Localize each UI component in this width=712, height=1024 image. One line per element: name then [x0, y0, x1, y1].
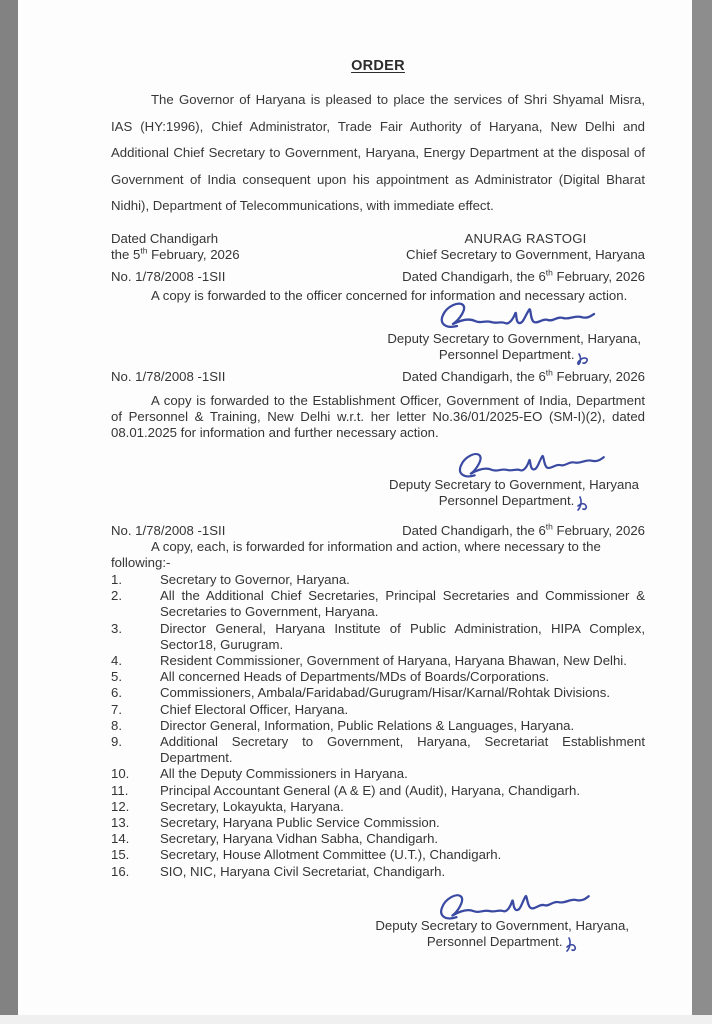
distribution-list — [111, 572, 645, 880]
signing-officer-block — [406, 231, 645, 264]
dateline-place: Dated Chandigarh — [111, 230, 219, 246]
list-item — [111, 766, 645, 782]
list-item-text: Principal Accountant General (A & E) and (Audit), Haryana, Chandigarh. — [160, 782, 581, 798]
order-title — [111, 58, 645, 74]
signature-block-3 — [375, 884, 629, 954]
endorsement3-ref-no: No. 1/78/2008 -1SII — [111, 522, 226, 538]
list-item-text: Secretary, House Allotment Committee (U.T.), Chandigarh. — [160, 847, 502, 863]
ink-initial-icon — [576, 351, 590, 367]
list-item — [111, 783, 645, 799]
handwritten-signature-icon — [435, 296, 597, 334]
ink-initial-icon — [575, 495, 589, 513]
list-item-text: Director General, Haryana Institute of Public Administration, HIPA Complex, Sector18, Gurugram. — [160, 620, 645, 652]
signatory-designation: Deputy Secretary to Government, Haryana, — [375, 917, 629, 933]
signatory-designation: Deputy Secretary to Government, Haryana — [389, 476, 639, 492]
endorsement2-ref-no: No. 1/78/2008 -1SII — [111, 368, 226, 384]
list-item-text: All the Additional Chief Secretaries, Principal Secretaries and Commissioner & Secretaries to Government, Haryana. — [160, 588, 645, 620]
officer-name: ANURAG RASTOGI — [464, 230, 587, 246]
list-item-number: 4. — [111, 653, 122, 668]
list-item-text: Chief Electoral Officer, Haryana. — [160, 701, 349, 717]
opening-paragraph: The Governor of Haryana is pleased to place the services of Shri Shyamal Misra, IAS (HY:1996), Chief Administrator, Trade Fair Authority of Haryana, New Delhi and Additional Chief Secretary to Government, Haryana, Energy Department at the disposal of Government of India consequent upon his appointment as Administrator (Digital Bharat Nidhi), Department of Telecommunications, with immediate effect. — [111, 92, 645, 213]
photo-border-right — [692, 0, 712, 1015]
list-item-text: Secretary, Haryana Vidhan Sabha, Chandigarh. — [160, 831, 439, 847]
list-item-text: Secretary to Governor, Haryana. — [160, 571, 350, 587]
list-item-text: Secretary, Haryana Public Service Commission. — [160, 815, 440, 831]
endorsement1-body: A copy is forwarded to the officer concerned for information and necessary action. — [151, 287, 628, 303]
list-item-number: 3. — [111, 620, 122, 636]
signature-block-1 — [387, 296, 641, 367]
dateline-date: the 5th February, 2026 — [111, 245, 240, 262]
list-item-text: Director General, Information, Public Relations & Languages, Haryana. — [160, 717, 575, 733]
list-item — [111, 572, 645, 588]
list-item-number: 10. — [111, 766, 130, 782]
document-page — [18, 0, 692, 1015]
dateline-row — [111, 231, 645, 264]
ink-initial-icon — [564, 936, 578, 954]
list-item — [111, 734, 645, 766]
list-item-text: Additional Secretary to Government, Haryana, Secretariat Establishment Department. — [160, 734, 645, 766]
list-item-number: 8. — [111, 717, 122, 733]
endorsement3-body-tail: following:- — [111, 554, 171, 570]
list-item-text: Secretary, Lokayukta, Haryana. — [160, 798, 344, 814]
list-item-number: 5. — [111, 669, 122, 685]
list-item-number: 2. — [111, 588, 122, 604]
endorsement3-ref-row — [111, 523, 645, 539]
signature-block-2 — [389, 444, 639, 513]
endorsement1-ref-no: No. 1/78/2008 -1SII — [111, 268, 226, 284]
signatory-department: Personnel Department. — [387, 347, 641, 367]
list-item — [111, 588, 645, 620]
list-item-number: 13. — [111, 815, 130, 831]
list-item-number: 16. — [111, 863, 130, 879]
list-item — [111, 685, 645, 701]
list-item-text: Resident Commissioner, Government of Haryana, Haryana Bhawan, New Delhi. — [160, 653, 627, 668]
list-item — [111, 864, 645, 880]
list-item — [111, 669, 645, 685]
dateline-place-block — [111, 231, 240, 264]
endorsement1-date: Dated Chandigarh, the 6th February, 2026 — [402, 267, 645, 284]
photo-border-bottom — [0, 1015, 712, 1024]
signatory-department: Personnel Department. — [375, 934, 629, 954]
list-item — [111, 847, 645, 863]
endorsement2-date: Dated Chandigarh, the 6th February, 2026 — [402, 367, 645, 384]
list-item — [111, 799, 645, 815]
list-item-number: 12. — [111, 798, 130, 814]
list-item-text: All the Deputy Commissioners in Haryana. — [160, 766, 408, 782]
list-item — [111, 718, 645, 734]
document-content — [111, 0, 645, 954]
list-item-text: SIO, NIC, Haryana Civil Secretariat, Chandigarh. — [160, 863, 446, 879]
order-title-text: ORDER — [351, 58, 405, 74]
photo-border-left — [0, 0, 18, 1015]
list-item-number: 9. — [111, 734, 122, 750]
list-item — [111, 831, 645, 847]
list-item — [111, 653, 645, 669]
list-item-number: 7. — [111, 701, 122, 717]
endorsement2-body: A copy is forwarded to the Establishment Officer, Government of India, Department of Personnel & Training, New Delhi w.r.t. her letter No.36/01/2025-EO (SM-I)(2), dated 08.01.2025 for information and further necessary action. — [111, 392, 645, 441]
officer-title: Chief Secretary to Government, Haryana — [406, 247, 645, 262]
list-item — [111, 702, 645, 718]
list-item — [111, 621, 645, 653]
list-item-number: 14. — [111, 831, 130, 847]
endorsement2-ref-row — [111, 369, 645, 385]
list-item — [111, 815, 645, 831]
list-item-number: 11. — [111, 782, 129, 798]
signatory-designation: Deputy Secretary to Government, Haryana, — [387, 330, 641, 346]
endorsement1-ref-row — [111, 269, 645, 285]
endorsement3-body: A copy, each, is forwarded for information and action, where necessary to the — [151, 538, 601, 554]
signatory-department: Personnel Department. — [389, 493, 639, 513]
list-item-number: 15. — [111, 847, 130, 863]
list-item-number: 6. — [111, 685, 122, 701]
list-item-text: Commissioners, Ambala/Faridabad/Gurugram/Hisar/Karnal/Rohtak Divisions. — [160, 685, 611, 701]
list-item-text: All concerned Heads of Departments/MDs of Boards/Corporations. — [160, 669, 550, 685]
list-item-number: 1. — [111, 571, 122, 587]
endorsement3-date: Dated Chandigarh, the 6th February, 2026 — [402, 521, 645, 538]
